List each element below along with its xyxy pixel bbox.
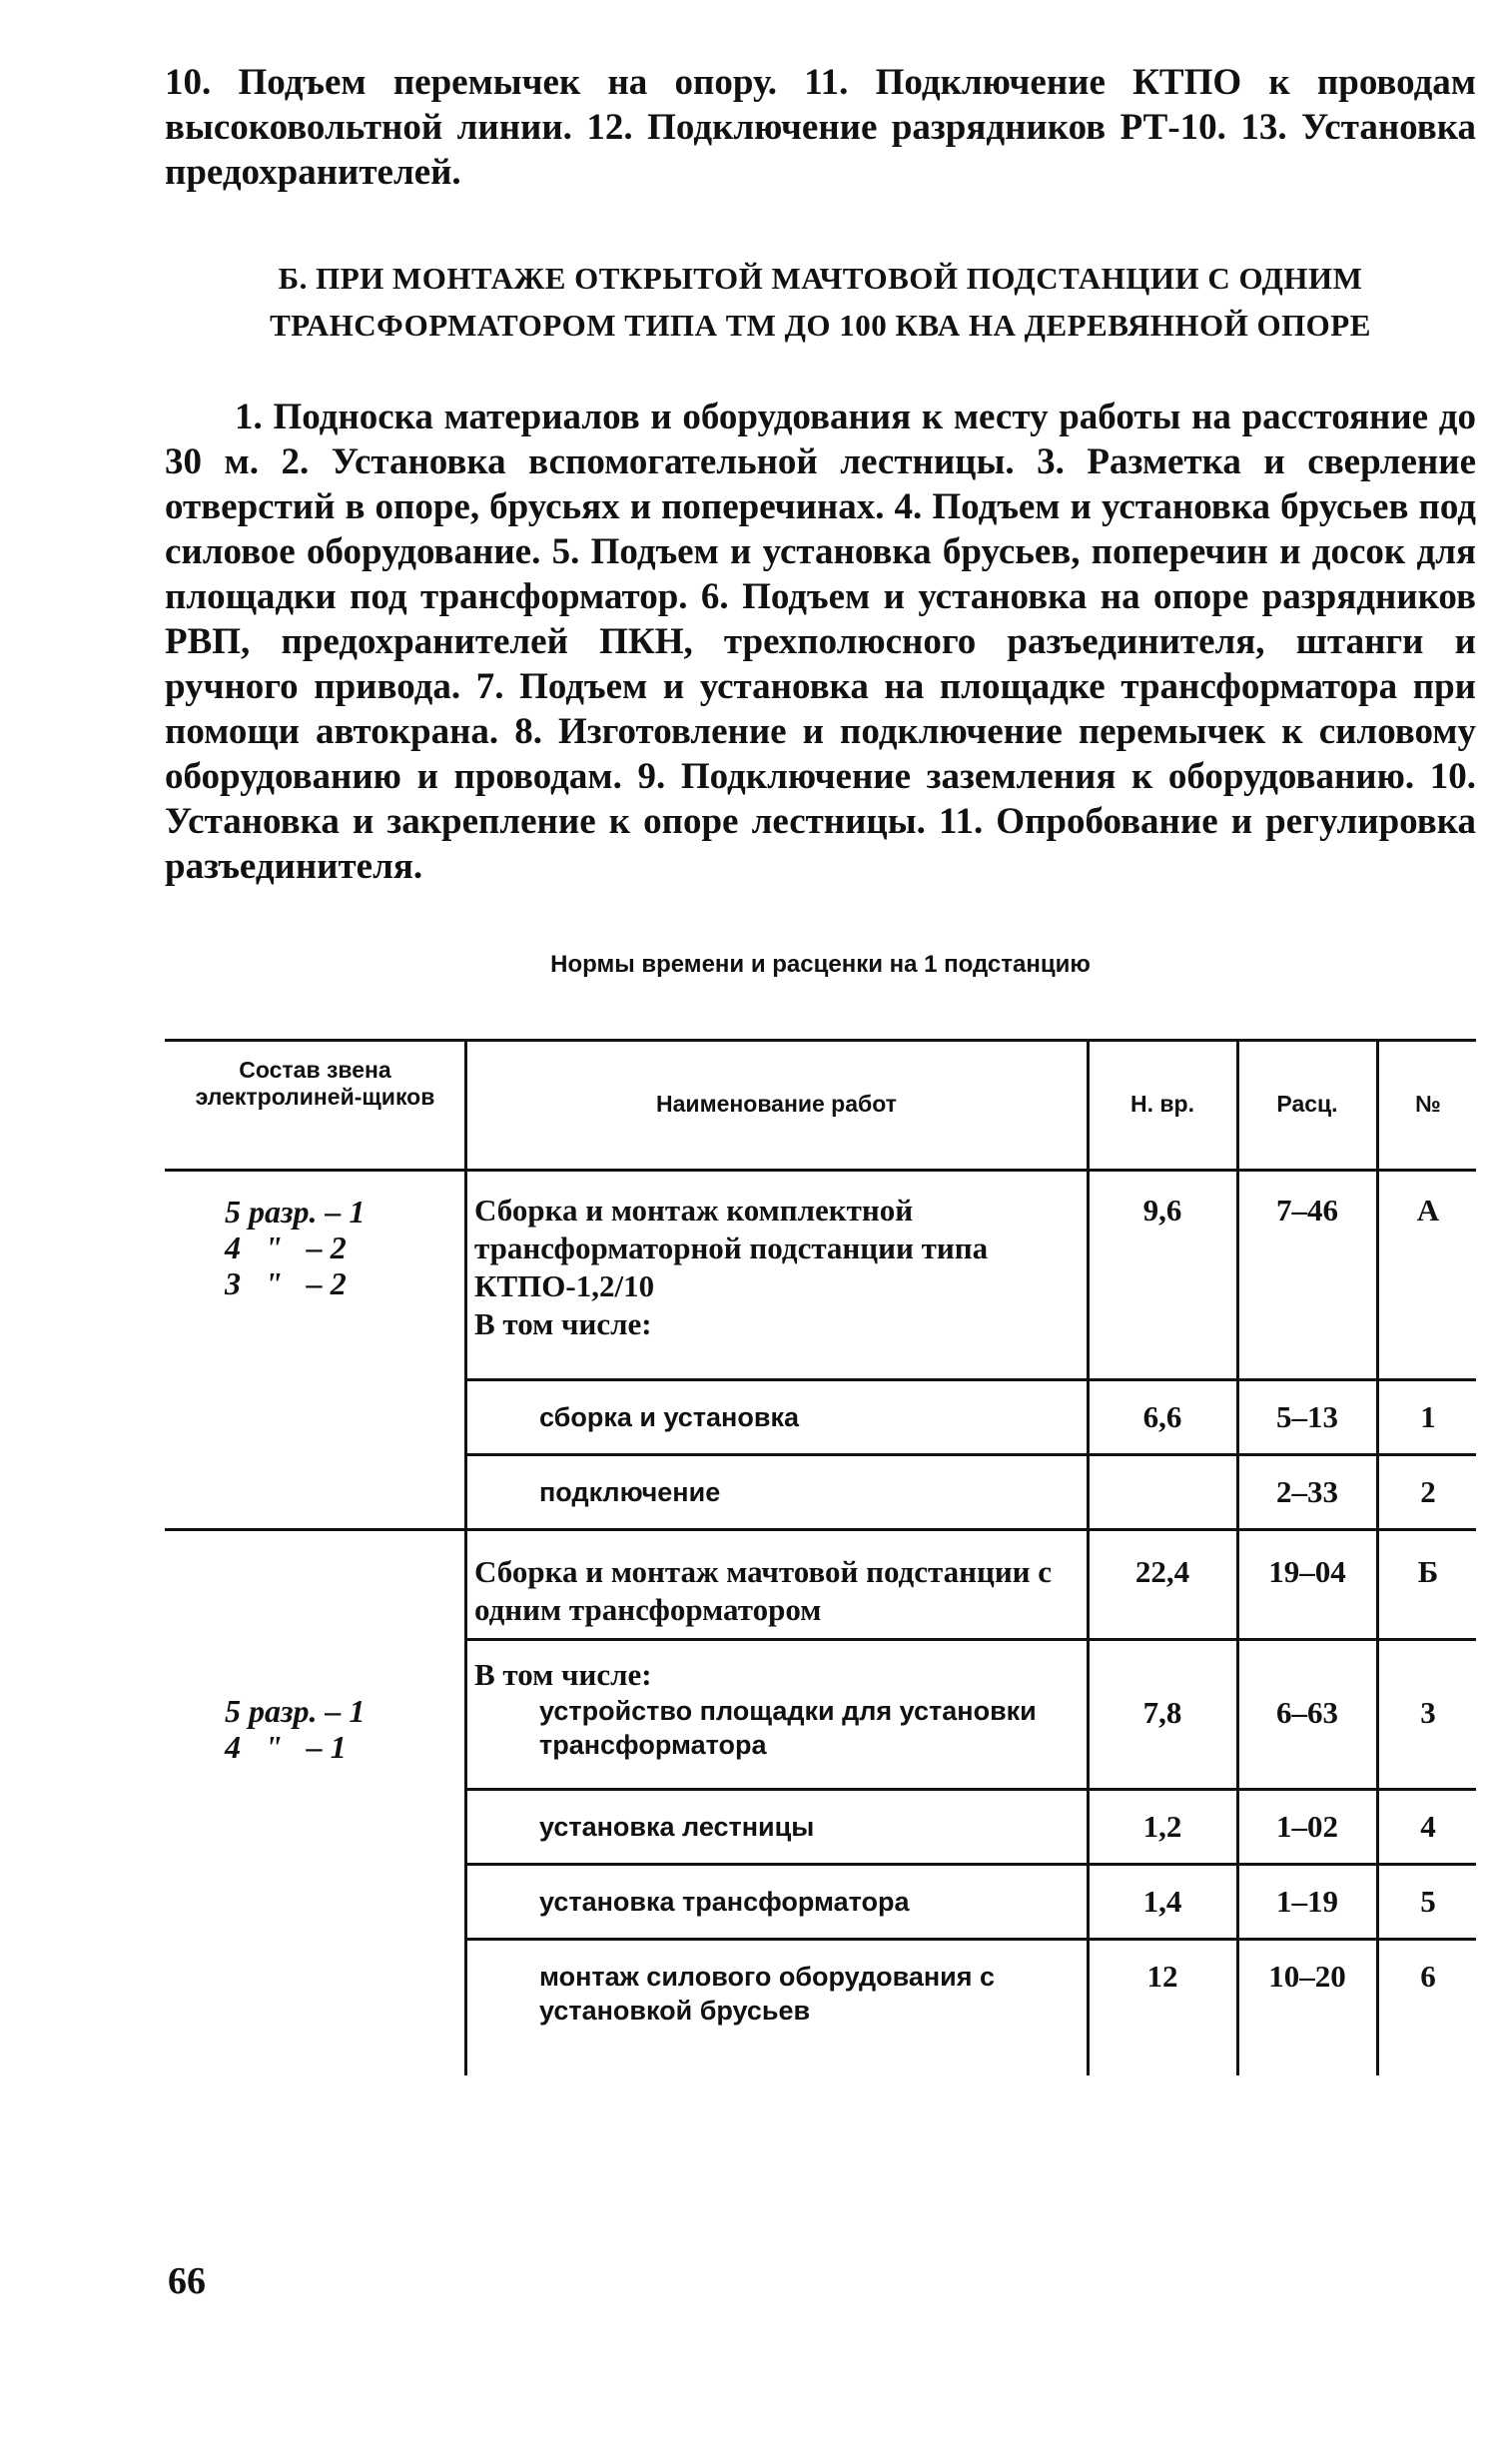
col-rule: [464, 1039, 467, 2075]
row-rule: [466, 1938, 1476, 1941]
work-note: В том числе:: [474, 1657, 652, 1692]
row-number: 6: [1420, 1959, 1436, 1994]
intro-paragraph: 10. Подъем перемычек на опору. 11. Подключение КТПО к проводам высоковольтной линии. 12. Подключение разрядников РТ-10. 13. Установка предохранителей.: [165, 62, 1476, 193]
row-rule: [466, 1863, 1476, 1866]
row-number: 1: [1420, 1399, 1436, 1434]
rate-value: 5–13: [1276, 1399, 1338, 1434]
crew-composition: 5 разр. – 1 4 " – 2 3 " – 2: [225, 1194, 366, 1301]
norm-value: 7,8: [1142, 1695, 1182, 1730]
rate-value: 7–46: [1276, 1193, 1338, 1228]
col-rule: [1376, 1039, 1379, 2075]
header-work: Наименование работ: [656, 1091, 897, 1117]
page-number: 66: [168, 2260, 206, 2302]
row-number: 3: [1420, 1695, 1436, 1730]
header-rate: Расц.: [1276, 1091, 1338, 1117]
work-name: устройство площадки для установки трансформатора: [539, 1696, 1037, 1760]
rate-value: 1–02: [1276, 1809, 1338, 1844]
rate-value: 6–63: [1276, 1695, 1338, 1730]
work-name: установка трансформатора: [539, 1887, 910, 1917]
work-name: сборка и установка: [539, 1402, 799, 1432]
row-rule: [466, 1788, 1476, 1791]
rate-value: 2–33: [1276, 1474, 1338, 1509]
rate-value: 10–20: [1268, 1959, 1346, 1994]
row-number: 4: [1420, 1809, 1436, 1844]
header-no: №: [1415, 1091, 1441, 1117]
norm-value: 1,2: [1142, 1809, 1182, 1844]
col-rule: [1236, 1039, 1239, 2075]
crew-composition: 5 разр. – 1 4 " – 1: [225, 1693, 366, 1765]
table-caption: Нормы времени и расценки на 1 подстанцию: [550, 951, 1091, 978]
norm-value: 22,4: [1134, 1554, 1190, 1589]
col-rule: [1087, 1039, 1090, 2075]
rate-value: 19–04: [1268, 1554, 1346, 1589]
row-rule: [466, 1638, 1476, 1641]
group-rule: [165, 1528, 1476, 1531]
work-name: подключение: [539, 1477, 721, 1507]
norm-value: 12: [1146, 1959, 1178, 1994]
work-name: Сборка и монтаж мачтовой подстанции с одним трансформатором: [474, 1554, 1053, 1627]
norm-value: 6,6: [1142, 1399, 1182, 1434]
row-rule: [466, 1378, 1476, 1381]
norm-value: 1,4: [1142, 1884, 1182, 1919]
row-number: 2: [1420, 1474, 1436, 1509]
table-top-rule: [165, 1039, 1476, 1042]
work-steps-paragraph: 1. Подноска материалов и оборудования к месту работы на расстояние до 30 м. 2. Установка вспомогательной лестницы. 3. Разметка и сверление отверстий в опоре, брусьях и поперечинах. 4. Подъем и установка брусьев под силовое оборудование. 5. Подъем и установка брусьев, поперечин и досок для площадки под трансформатор. 6. Подъем и установка на опоре разрядников РВП, предохранителей ПКН, трехполюсного разъединителя, штанги и ручного привода. 7. Подъем и установка на площадке трансформатора при помощи автокрана. 8. Изготовление и подключение перемычек к силовому оборудованию и проводам. 9. Подключение заземления к оборудованию. 10. Установка и закрепление к опоре лестницы. 11. Опробование и регулировка разъединителя.: [165, 397, 1476, 887]
header-norm: Н. вр.: [1130, 1091, 1194, 1117]
work-name: установка лестницы: [539, 1812, 815, 1842]
norm-value: 9,6: [1142, 1193, 1182, 1228]
row-rule: [466, 1453, 1476, 1456]
work-note: В том числе:: [474, 1306, 652, 1341]
work-name: монтаж силового оборудования с установкой брусьев: [539, 1962, 996, 2026]
header-crew: Состав звена электролиней-щиков: [195, 1057, 435, 1110]
work-name: Сборка и монтаж комплектной трансформаторной подстанции типа КТПО-1,2/10: [474, 1193, 989, 1303]
row-number: 5: [1420, 1884, 1436, 1919]
row-number: Б: [1417, 1554, 1439, 1589]
table-header-rule: [165, 1169, 1476, 1172]
rate-value: 1–19: [1276, 1884, 1338, 1919]
section-heading: Б. ПРИ МОНТАЖЕ ОТКРЫТОЙ МАЧТОВОЙ ПОДСТАНЦИИ С ОДНИМ ТРАНСФОРМАТОРОМ ТИПА ТМ ДО 100 КВА НА ДЕРЕВЯННОЙ ОПОРЕ: [270, 261, 1371, 343]
row-number: А: [1416, 1193, 1440, 1228]
